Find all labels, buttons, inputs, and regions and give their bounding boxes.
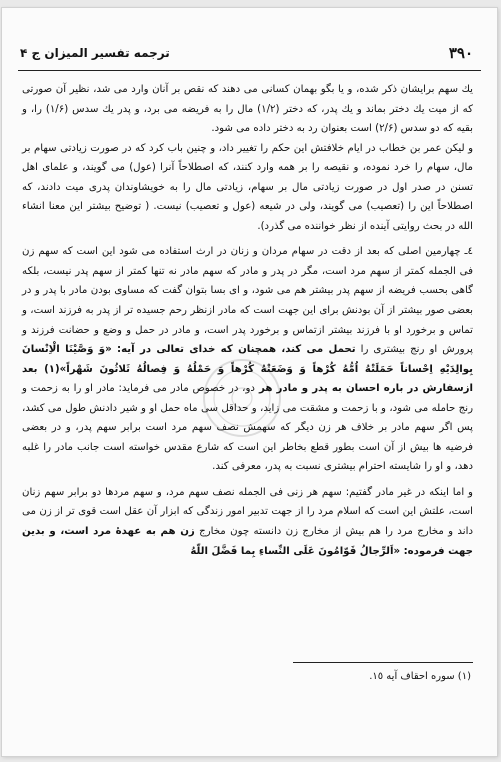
body-text [22,80,473,561]
text-line: است كه مادر ازنظر رحم جسيده تر از پدر به فرزند است، و تماس و برخورد او با فرزند بيشتر [22,305,473,336]
page-number: ۳۹۰ [448,44,473,62]
page-header [2,42,497,64]
text-line: و ليكن عمر بن خطاب در ايام خلافتش اين حكم را تغيير داد، و چنين باب كرد كه در [118,142,473,154]
text-line: زن هم به عهدۀ مرد است، و بدين جهت فرموده: «اَلرِّجالُ قَوّامُونَ عَلَى النِّساءِ بِما فَضَّلَ اللّهُ [22,526,473,557]
text-line: خواننده مى گذرد). [257,220,336,232]
book-page [2,8,497,756]
running-title: ترجمه تفسير الميزان ج ۴ [20,46,170,60]
text-line: است بطور قطع بخاطر اين است كه شارع مقدس خواسته است جانب مادر را غلبه دهد، و او را [22,441,473,473]
text-line: صورت زيادتى سهام بر مال، سهام را خرد نموده، و نقيصه را بر همه وارد كنند، كه اصطلاحاً [22,142,473,174]
text-line: بتوان گفت كه مساوى بودن مادر با پدر و در بعضى صور بيشتر از آن بودنش براى اين جهت [22,285,473,317]
text-line: ازتماس و برخورد پدر است، و مادر در حمل و وضع و حضانت فرزند و پرورش او رنج بيشترى را [22,324,473,356]
paragraph [22,80,473,139]
footnote: (١) سوره احقاف آيه ١٥. [369,671,471,682]
text-line: مال را به خويشاوندان پدرى ميت دادند، كه اصطلاحاً اين را (تعصيب) مى گويند، ولى در [22,181,473,213]
text-line: و اما اينكه در غير مادر گفتيم: سهم هر زنى فى الجمله نصف سهم مرد، و سهم مردها [101,486,473,498]
text-line: كُرْهاً وَ وَضَعَتْهُ كُرْهاً وَ حَمْلُهُ وَ فِصالُهُ ثَلاثُونَ شَهْراً»(١) بعد ازسفارش در باره احسان به پدر و مادر هر [22,363,473,395]
text-line: آن عقل است قوى تر از زن مى داند و مخارج مرد را هم بيش از مخارج زن دانسته چون مخارج [22,506,473,538]
paragraph [22,242,473,477]
text-line: است كه سهم زن فى الجمله كمتر از سهم مرد است، مگر در پدر و مادر كه سهم مادر نه تنها [22,246,473,277]
text-line: مى زايد، و حداقل سى ماه حمل او و شير دادنش طول مى كشد، پس اگر سهم مادر بر خلاف [22,402,473,434]
text-line: تحمل مى كند، همچنان كه خداى تعالى در آيه: «وَ وَصَّيْنَا الْاِنْسانَ بِوالِدَيْهِ اِحْساناً حَمَلَتْهُ اُمُّهُ [22,344,473,375]
text-line: شيعه (عول و تعصيب) نيست. ( توضيح بيشتر اين معنا انشاء الله در بحث روايتى آينده از نظر [22,201,473,232]
text-line: پدر يك سدس (۱/۶) را، و بقيه كه دو سدس (۲/۶) است بعنوان رد به دختر داده مى شود. [22,103,473,135]
text-line: دو برابر سهم زنان است، علتش اين است كه اسلام مرد را از جهت تدبير امور زندگى كه ابزار [22,486,473,518]
header-rule [18,70,481,71]
text-line: ٤ـ چهارمين اصلى كه بعد از دقت در سهام مردان و زنان در ارث استفاده مى شود اين [97,246,473,258]
text-line: هر زن ديگر كه سهمش نصف سهم مرد است برابر سهم پدر، و در بعضى فرضيه ها بيش از آن [22,422,473,453]
text-line: دو، در خصوص مادر مى فرمايد: مادر او را به زحمت و رنج حامله مى شود، و با زحمت و مشقت [22,383,473,414]
footnote-rule [293,662,473,663]
text-line: شايسته احترام بيشترى نسبت به پدر، معرفى كند. [212,461,422,473]
text-line: كمتر از سهم پدر نيست، بلكه گاهى بحسب فريضه از سهم پدر بيشتر هم مى شود، و اى بسا [22,265,474,297]
paragraph [22,483,473,561]
text-line: يك سهم برايشان ذكر شده، و يا بگو بهمان كسانى مى دهند كه نقص بر آنان وارد مى شد، [89,84,474,95]
paragraph [22,139,473,237]
text-line: آنرا (عول) مى گويند، و علماى اهل تسنن در صدر اول در صورت زيادتى مال بر سهام، زيادتى [22,162,474,193]
text-line: نظير آن صورتى كه از ميت يك دختر بماند و يك پدر، كه دختر (۱/۲) مال را به فريضه مى برد، و [22,84,473,115]
